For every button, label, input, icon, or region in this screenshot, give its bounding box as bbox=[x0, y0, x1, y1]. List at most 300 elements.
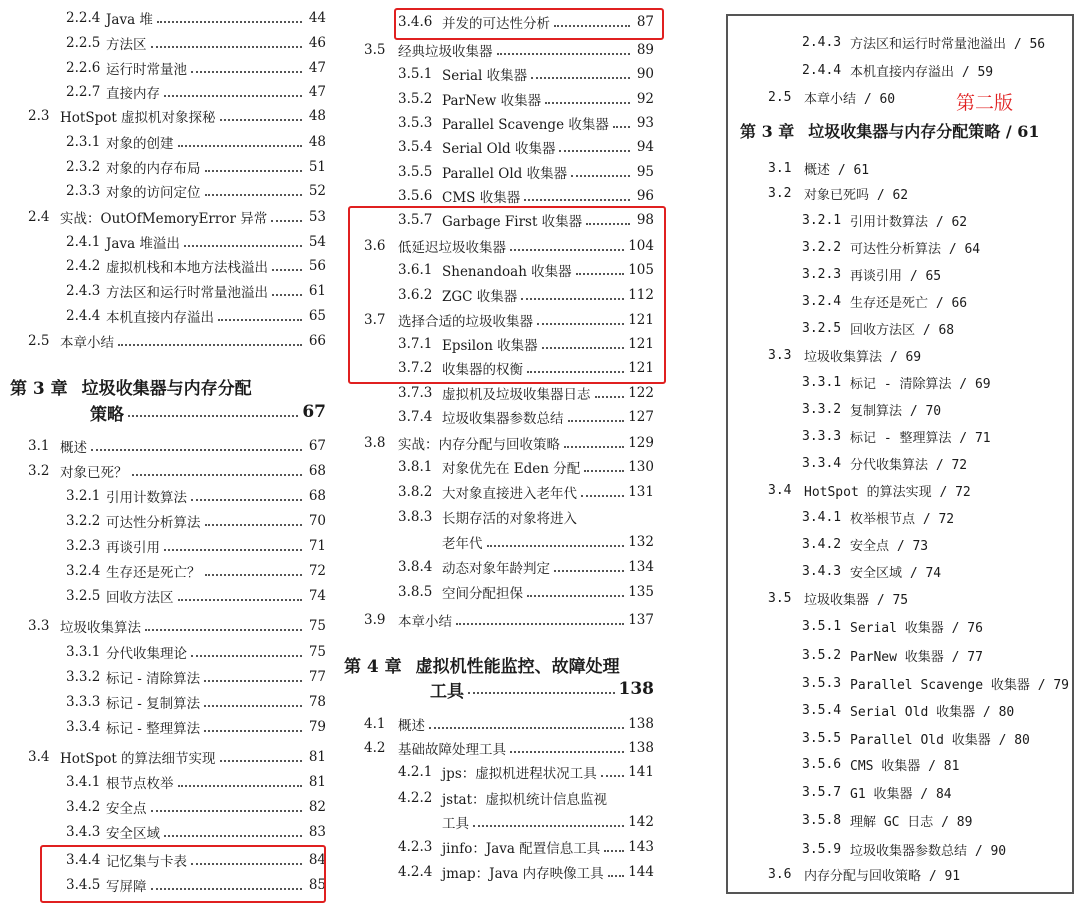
toc-entry bbox=[768, 586, 1068, 610]
page-number: 68 bbox=[308, 463, 326, 479]
page-number: 135 bbox=[628, 584, 654, 600]
section-title: 方法区和运行时常量池溢出 bbox=[106, 285, 268, 301]
section-number: 3.3 bbox=[768, 347, 792, 363]
highlight-box-3-5-7-to-3-7-2 bbox=[348, 206, 666, 384]
leader-dots bbox=[564, 445, 624, 448]
toc-entry bbox=[768, 478, 1068, 502]
section-title: Garbage First 收集器 bbox=[442, 214, 583, 230]
edition-label: 第二版 bbox=[956, 92, 1014, 114]
leader-dots bbox=[456, 622, 624, 625]
section-number: 3.6.2 bbox=[398, 287, 433, 303]
page-number: 68 bbox=[308, 488, 326, 504]
section-title: jmap：Java 内存映像工具 bbox=[442, 866, 604, 882]
leader-dots bbox=[205, 193, 303, 196]
toc-entry bbox=[802, 808, 1068, 832]
toc-entry bbox=[802, 58, 1068, 82]
section-title: 工具 bbox=[430, 681, 464, 702]
page-number: 127 bbox=[628, 409, 654, 425]
section-number: 3.5.7 bbox=[398, 212, 433, 228]
section-title: 引用计数算法 / 62 bbox=[850, 214, 968, 230]
section-number: 3.5.6 bbox=[398, 188, 433, 204]
section-number: 2.3.1 bbox=[66, 134, 101, 150]
section-number: 3.6 bbox=[364, 238, 386, 254]
section-title: 空间分配担保 bbox=[442, 586, 523, 602]
section-title: 安全区域 / 74 bbox=[850, 565, 942, 581]
section-number: 3.5.1 bbox=[398, 66, 433, 82]
toc-entry bbox=[768, 862, 1068, 886]
section-title: 本章小结 bbox=[60, 335, 114, 351]
section-number: 3.6.1 bbox=[398, 262, 433, 278]
section-title: 并发的可达性分析 bbox=[442, 16, 550, 32]
section-title: Parallel Scavenge 收集器 bbox=[442, 117, 609, 133]
section-number: 3.7.4 bbox=[398, 409, 433, 425]
page-number: 79 bbox=[308, 719, 326, 735]
section-number: 2.3.2 bbox=[66, 159, 101, 175]
page-number: 93 bbox=[636, 115, 654, 131]
toc-entry bbox=[66, 155, 326, 179]
leader-dots bbox=[531, 76, 630, 79]
toc-entry bbox=[344, 652, 654, 676]
section-title: Parallel Scavenge 收集器 / 79 bbox=[850, 677, 1070, 693]
section-title: 概述 bbox=[398, 718, 425, 734]
toc-entry bbox=[28, 329, 326, 353]
page-number: 144 bbox=[628, 864, 654, 880]
section-title: 理解 GC 日志 / 89 bbox=[850, 814, 973, 830]
leader-dots bbox=[524, 198, 630, 201]
page-number: 90 bbox=[636, 66, 654, 82]
toc-entry bbox=[802, 289, 1068, 313]
section-title: Shenandoah 收集器 bbox=[442, 264, 572, 280]
toc-entry bbox=[66, 179, 326, 203]
leader-dots bbox=[568, 419, 625, 422]
section-number: 3.3.1 bbox=[802, 374, 842, 390]
section-title: 对象已死？ bbox=[60, 465, 128, 481]
section-number: 3.5.2 bbox=[802, 647, 842, 663]
page-number: 67 bbox=[302, 402, 326, 422]
section-number: 3.5.5 bbox=[802, 730, 842, 746]
section-number: 4.2.4 bbox=[398, 864, 433, 880]
section-number: 3.5.2 bbox=[398, 91, 433, 107]
leader-dots bbox=[545, 101, 630, 104]
section-number: 4.1 bbox=[364, 716, 386, 732]
section-title: Serial Old 收集器 bbox=[442, 141, 556, 157]
page-number: 81 bbox=[308, 749, 326, 765]
section-title: ZGC 收集器 bbox=[442, 289, 518, 305]
toc-entry bbox=[802, 671, 1068, 695]
section-title: Serial 收集器 / 76 bbox=[850, 620, 983, 636]
toc-entry bbox=[416, 677, 654, 701]
section-title: 对象优先在 Eden 分配 bbox=[442, 461, 581, 477]
section-number: 3.2.2 bbox=[66, 513, 101, 529]
toc-entry bbox=[398, 505, 654, 529]
section-number: 2.2.6 bbox=[66, 60, 101, 76]
section-title: G1 收集器 / 84 bbox=[850, 786, 952, 802]
section-title: CMS 收集器 bbox=[442, 190, 521, 206]
section-title: 实战：OutOfMemoryError 异常 bbox=[60, 211, 268, 227]
page-number: 48 bbox=[308, 108, 326, 124]
section-number: 3.7.3 bbox=[398, 385, 433, 401]
toc-entry bbox=[802, 532, 1068, 556]
leader-dots bbox=[272, 293, 302, 296]
leader-dots bbox=[584, 469, 624, 472]
toc-entry bbox=[398, 111, 654, 135]
toc-entry bbox=[66, 254, 326, 278]
leader-dots bbox=[91, 448, 302, 451]
section-number: 2.2.7 bbox=[66, 84, 101, 100]
page-number: 71 bbox=[308, 538, 326, 554]
page-number: 121 bbox=[628, 312, 654, 328]
section-title: 运行时常量池 bbox=[106, 62, 187, 78]
section-title: 工具 bbox=[442, 816, 469, 832]
toc-entry bbox=[442, 810, 654, 834]
page-number: 83 bbox=[308, 824, 326, 840]
leader-dots bbox=[128, 414, 298, 417]
section-title: 安全点 / 73 bbox=[850, 538, 929, 554]
page-number: 143 bbox=[628, 839, 654, 855]
page-number: 138 bbox=[628, 740, 654, 756]
toc-entry bbox=[802, 235, 1068, 259]
section-number: 2.4.4 bbox=[802, 62, 842, 78]
toc-entry bbox=[28, 459, 326, 483]
leader-dots bbox=[429, 726, 624, 729]
section-title: Parallel Old 收集器 / 80 bbox=[850, 732, 1030, 748]
toc-entry bbox=[802, 397, 1068, 421]
section-title: 回收方法区 bbox=[106, 590, 174, 606]
page-number: 85 bbox=[308, 877, 326, 893]
leader-dots bbox=[164, 94, 302, 97]
toc-entry bbox=[66, 80, 326, 104]
toc-entry bbox=[802, 559, 1068, 583]
section-number: 3.3.1 bbox=[66, 644, 101, 660]
toc-entry bbox=[28, 104, 326, 128]
toc-entry bbox=[76, 400, 326, 424]
toc-entry bbox=[398, 184, 654, 208]
section-number: 3.2 bbox=[28, 463, 50, 479]
toc-entry bbox=[802, 208, 1068, 232]
section-number: 3.8.5 bbox=[398, 584, 433, 600]
toc-entry bbox=[66, 584, 326, 608]
toc-entry bbox=[768, 343, 1068, 367]
section-title: Parallel Old 收集器 bbox=[442, 166, 568, 182]
section-title: jps：虚拟机进程状况工具 bbox=[442, 766, 597, 782]
section-title: 本机直接内存溢出 bbox=[106, 310, 214, 326]
toc-entry bbox=[398, 455, 654, 479]
section-title: 分代收集理论 bbox=[106, 646, 187, 662]
page-number: 70 bbox=[308, 513, 326, 529]
section-number: 2.4.3 bbox=[66, 283, 101, 299]
toc-entry bbox=[66, 820, 326, 844]
section-title: 记忆集与卡表 bbox=[106, 854, 187, 870]
page-number: 77 bbox=[308, 669, 326, 685]
section-title: 可达性分析算法 bbox=[106, 515, 201, 531]
toc-entry bbox=[66, 6, 326, 30]
section-number: 3.4.1 bbox=[802, 509, 842, 525]
section-number: 3.8.4 bbox=[398, 559, 433, 575]
section-title: 标记 - 复制算法 bbox=[106, 696, 201, 712]
section-title: 方法区 bbox=[106, 37, 147, 53]
section-number: 3.5.3 bbox=[802, 675, 842, 691]
section-number: 3.7.1 bbox=[398, 336, 433, 352]
toc-entry bbox=[66, 715, 326, 739]
leader-dots bbox=[601, 774, 624, 777]
toc-entry bbox=[364, 608, 654, 632]
leader-dots bbox=[510, 750, 624, 753]
section-number: 3.4.3 bbox=[66, 824, 101, 840]
section-number: 2.4.4 bbox=[66, 308, 101, 324]
page-number: 96 bbox=[636, 188, 654, 204]
section-title: ParNew 收集器 bbox=[442, 93, 542, 109]
page-number: 54 bbox=[308, 234, 326, 250]
section-number: 4.2 bbox=[364, 740, 386, 756]
leader-dots bbox=[204, 729, 302, 732]
toc-entry bbox=[398, 835, 654, 859]
section-number: 3.1 bbox=[28, 438, 50, 454]
section-title: 再谈引用 / 65 bbox=[850, 268, 942, 284]
page-number: 66 bbox=[308, 333, 326, 349]
page-number: 74 bbox=[308, 588, 326, 604]
toc-entry bbox=[66, 509, 326, 533]
page-number: 112 bbox=[628, 287, 654, 303]
leader-dots bbox=[271, 219, 302, 222]
page-number: 47 bbox=[308, 84, 326, 100]
toc-entry bbox=[802, 451, 1068, 475]
toc-entry bbox=[66, 31, 326, 55]
page-number: 95 bbox=[636, 164, 654, 180]
section-title: 本机直接内存溢出 / 59 bbox=[850, 64, 994, 80]
section-number: 3.8.3 bbox=[398, 509, 433, 525]
toc-entry bbox=[802, 424, 1068, 448]
toc-entry bbox=[398, 760, 654, 784]
section-title: 垃圾收集器与内存分配策略 / 61 bbox=[808, 121, 1040, 141]
toc-entry bbox=[28, 745, 326, 769]
section-title: Epsilon 收集器 bbox=[442, 338, 538, 354]
section-number: 3.2.3 bbox=[802, 266, 842, 282]
toc-entry bbox=[398, 405, 654, 429]
section-number: 3.5.1 bbox=[802, 618, 842, 634]
section-title: ParNew 收集器 / 77 bbox=[850, 649, 983, 665]
toc-entry bbox=[802, 643, 1068, 667]
section-number: 3.5.5 bbox=[398, 164, 433, 180]
section-title: 选择合适的垃圾收集器 bbox=[398, 314, 533, 330]
page-number: 130 bbox=[628, 459, 654, 475]
leader-dots bbox=[595, 395, 625, 398]
section-title: 垃圾收集器参数总结 bbox=[442, 411, 564, 427]
section-number: 3.3 bbox=[28, 618, 50, 634]
toc-entry bbox=[398, 62, 654, 86]
leader-dots bbox=[527, 594, 624, 597]
page-number: 129 bbox=[628, 435, 654, 451]
leader-dots bbox=[151, 809, 303, 812]
section-title: 生存还是死亡 / 66 bbox=[850, 295, 968, 311]
leader-dots bbox=[554, 569, 624, 572]
section-number: 3.3.4 bbox=[66, 719, 101, 735]
section-number: 3.7.2 bbox=[398, 360, 433, 376]
section-title: 安全区域 bbox=[106, 826, 160, 842]
section-title: Java 堆 bbox=[106, 12, 153, 28]
leader-dots bbox=[157, 20, 302, 23]
toc-entry bbox=[66, 484, 326, 508]
page-number: 121 bbox=[628, 360, 654, 376]
section-number: 3.5.6 bbox=[802, 756, 842, 772]
section-title: 虚拟机栈和本地方法栈溢出 bbox=[106, 260, 268, 276]
toc-entry bbox=[802, 752, 1068, 776]
section-title: 垃圾收集器 / 75 bbox=[804, 592, 909, 608]
page-number: 61 bbox=[308, 283, 326, 299]
section-number: 3.2.3 bbox=[66, 538, 101, 554]
section-number: 3.5.7 bbox=[802, 784, 842, 800]
toc-entry bbox=[398, 160, 654, 184]
page-number: 51 bbox=[308, 159, 326, 175]
page-number: 53 bbox=[308, 209, 326, 225]
leader-dots bbox=[218, 318, 302, 321]
page-number: 75 bbox=[308, 644, 326, 660]
leader-dots bbox=[604, 849, 624, 852]
section-title: jinfo：Java 配置信息工具 bbox=[442, 841, 601, 857]
section-title: 垃圾收集器与内存分配 bbox=[81, 378, 252, 399]
section-number: 2.2.5 bbox=[66, 35, 101, 51]
toc-entry bbox=[66, 534, 326, 558]
section-number: 3.4.5 bbox=[66, 877, 101, 893]
section-number: 3.9 bbox=[364, 612, 386, 628]
section-title: Serial 收集器 bbox=[442, 68, 528, 84]
section-title: 对象的创建 bbox=[106, 136, 174, 152]
section-title: 标记 - 整理算法 / 71 bbox=[850, 430, 991, 446]
section-title: 本章小结 / 60 bbox=[804, 91, 896, 107]
leader-dots bbox=[205, 573, 303, 576]
section-number: 3.2 bbox=[768, 185, 792, 201]
section-number: 3.2.1 bbox=[66, 488, 101, 504]
section-number: 3.4.3 bbox=[802, 563, 842, 579]
leader-dots bbox=[613, 125, 630, 128]
page-number: 87 bbox=[636, 14, 654, 30]
section-title: Java 堆溢出 bbox=[106, 236, 180, 252]
section-title: 复制算法 / 70 bbox=[850, 403, 942, 419]
page-number: 92 bbox=[636, 91, 654, 107]
toc-entry bbox=[802, 698, 1068, 722]
leader-dots bbox=[220, 118, 302, 121]
leader-dots bbox=[178, 598, 303, 601]
section-title: 概述 bbox=[60, 440, 87, 456]
page-number: 78 bbox=[308, 694, 326, 710]
section-number: 3.7 bbox=[364, 312, 386, 328]
toc-entry bbox=[768, 156, 1068, 180]
toc-entry bbox=[28, 434, 326, 458]
page-number: 56 bbox=[308, 258, 326, 274]
section-number: 3.5.8 bbox=[802, 812, 842, 828]
section-title: 生存还是死亡？ bbox=[106, 565, 201, 581]
toc-entry bbox=[768, 85, 1068, 109]
toc-entry bbox=[802, 614, 1068, 638]
toc-entry bbox=[66, 770, 326, 794]
section-number: 3.5 bbox=[768, 590, 792, 606]
toc-entry bbox=[802, 316, 1068, 340]
leader-dots bbox=[164, 834, 302, 837]
leader-dots bbox=[205, 169, 303, 172]
section-title: 内存分配与回收策略 / 91 bbox=[804, 868, 961, 884]
toc-entry bbox=[66, 690, 326, 714]
section-title: 枚举根节点 / 72 bbox=[850, 511, 955, 527]
section-title: 概述 / 61 bbox=[804, 162, 870, 178]
toc-entry bbox=[364, 736, 654, 760]
section-number: 3.3.3 bbox=[66, 694, 101, 710]
section-title: 老年代 bbox=[442, 536, 483, 552]
section-number: 第 3 章 bbox=[740, 121, 795, 141]
section-number: 3.3.3 bbox=[802, 428, 842, 444]
section-title: 垃圾收集算法 bbox=[60, 620, 141, 636]
leader-dots bbox=[184, 244, 302, 247]
toc-entry bbox=[66, 559, 326, 583]
leader-dots bbox=[473, 824, 624, 827]
section-title: 对象的访问定位 bbox=[106, 185, 201, 201]
section-title: 收集器的权衡 bbox=[442, 362, 523, 378]
section-number: 2.2.4 bbox=[66, 10, 101, 26]
leader-dots bbox=[178, 784, 303, 787]
section-title: HotSpot 的算法细节实现 bbox=[60, 751, 216, 767]
toc-entry bbox=[398, 87, 654, 111]
page-number: 137 bbox=[628, 612, 654, 628]
section-title: 写屏障 bbox=[106, 879, 147, 895]
section-number: 3.2.2 bbox=[802, 239, 842, 255]
section-title: 大对象直接进入老年代 bbox=[442, 486, 577, 502]
page-number: 122 bbox=[628, 385, 654, 401]
leader-dots bbox=[487, 544, 625, 547]
section-title: 标记 - 清除算法 bbox=[106, 671, 201, 687]
section-title: 根节点枚举 bbox=[106, 776, 174, 792]
toc-entry bbox=[66, 230, 326, 254]
toc-entry bbox=[802, 262, 1068, 286]
highlight-box-3-4-4 bbox=[40, 845, 326, 903]
section-title: 再谈引用 bbox=[106, 540, 160, 556]
leader-dots bbox=[559, 149, 630, 152]
toc-entry bbox=[398, 381, 654, 405]
section-number: 3.6 bbox=[768, 866, 792, 882]
page-number: 134 bbox=[628, 559, 654, 575]
section-number: 3.4.6 bbox=[398, 14, 433, 30]
leader-dots bbox=[272, 268, 302, 271]
section-title: 低延迟垃圾收集器 bbox=[398, 240, 506, 256]
leader-dots bbox=[204, 704, 302, 707]
section-title: 本章小结 bbox=[398, 614, 452, 630]
section-number: 3.8.1 bbox=[398, 459, 433, 475]
toc-entry bbox=[442, 530, 654, 554]
section-number: 3.4 bbox=[28, 749, 50, 765]
page-number: 44 bbox=[308, 10, 326, 26]
page-number: 48 bbox=[308, 134, 326, 150]
toc-entry bbox=[364, 431, 654, 455]
section-number: 2.4.1 bbox=[66, 234, 101, 250]
section-title: HotSpot 的算法实现 / 72 bbox=[804, 484, 971, 500]
leader-dots bbox=[497, 52, 631, 55]
section-title: 虚拟机性能监控、故障处理 bbox=[415, 656, 620, 677]
leader-dots bbox=[581, 494, 624, 497]
section-title: CMS 收集器 / 81 bbox=[850, 758, 960, 774]
toc-entry bbox=[398, 135, 654, 159]
toc-entry bbox=[768, 181, 1068, 205]
page-number: 67 bbox=[308, 438, 326, 454]
page-number: 46 bbox=[308, 35, 326, 51]
section-number: 3.3.4 bbox=[802, 455, 842, 471]
toc-entry bbox=[66, 130, 326, 154]
leader-dots bbox=[468, 691, 615, 694]
page-number: 98 bbox=[636, 212, 654, 228]
section-title: 垃圾收集器参数总结 / 90 bbox=[850, 843, 1007, 859]
leader-dots bbox=[191, 70, 302, 73]
section-number: 3.2.1 bbox=[802, 212, 842, 228]
section-number: 3.4.2 bbox=[66, 799, 101, 815]
toc-entry bbox=[10, 374, 326, 398]
section-number: 3.2.4 bbox=[66, 563, 101, 579]
section-title: 策略 bbox=[90, 404, 124, 425]
